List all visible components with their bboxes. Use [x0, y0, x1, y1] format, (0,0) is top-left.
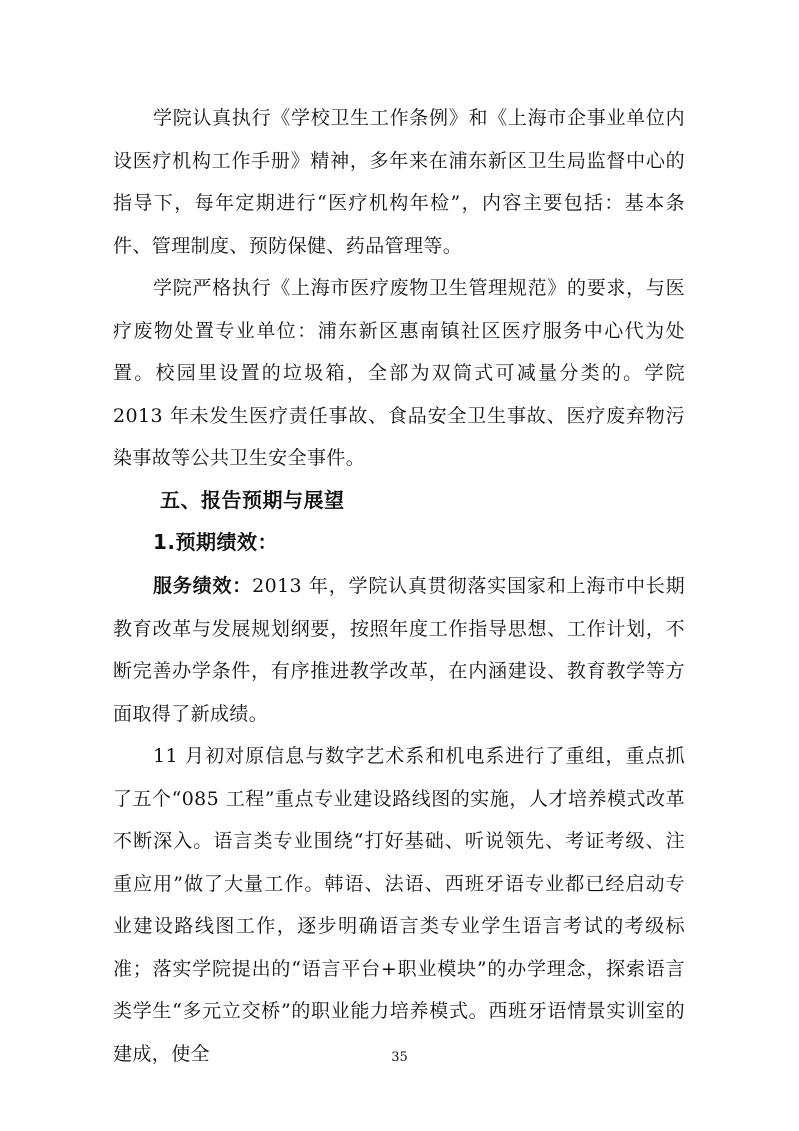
page-number: 35 — [391, 1050, 408, 1065]
paragraph-medical-regulations: 学院认真执行《学校卫生工作条例》和《上海市企事业单位内设医疗机构工作手册》精神，多年来在浦东新区卫生局监督中心的指导下，每年定期进行“医疗机构年检”，内容主要包括：基本条件、管理制度、预防保健、药品管理等。 — [113, 107, 685, 257]
subsection-heading: 1.预期绩效： — [153, 530, 279, 554]
paragraph-service-performance — [113, 565, 685, 735]
paragraph-medical-waste: 学院严格执行《上海市医疗废物卫生管理规范》的要求，与医疗废物处置专业单位：浦东新区惠南镇社区医疗服务中心代为处置。校园里设置的垃圾箱，全部为双筒式可减量分类的。学院 2013 年未发生医疗责任事故、食品安全卫生事故、医疗废弃物污染事故等公共卫生安全事件。 — [113, 277, 685, 469]
service-performance-label: 服务绩效： — [153, 575, 253, 597]
paragraph-restructuring: 11 月初对原信息与数字艺术系和机电系进行了重组，重点抓了五个“085 工程”重点专业建设路线图的实施，人才培养模式改革不断深入。语言类专业围绕“打好基础、听说领先、考证考级、注重应用”做了大量工作。韩语、法语、西班牙语专业都已经启动专业建设路线图工作，逐步明确语言类专业学生语言考试的考级标准；落实学院提出的“语言平台+职业模块”的办学理念，探索语言类学生“多元立交桥”的职业能力培养模式。西班牙语情景实训室的建成，使全 — [113, 745, 685, 1065]
section-heading: 五、报告预期与展望 — [160, 488, 345, 512]
service-performance-text: 2013 年，学院认真贯彻落实国家和上海市中长期教育改革与发展规划纲要，按照年度工作指导思想、工作计划，不断完善办学条件，有序推进教学改革，在内涵建设、教育教学等方面取得了新成绩。 — [113, 575, 685, 725]
